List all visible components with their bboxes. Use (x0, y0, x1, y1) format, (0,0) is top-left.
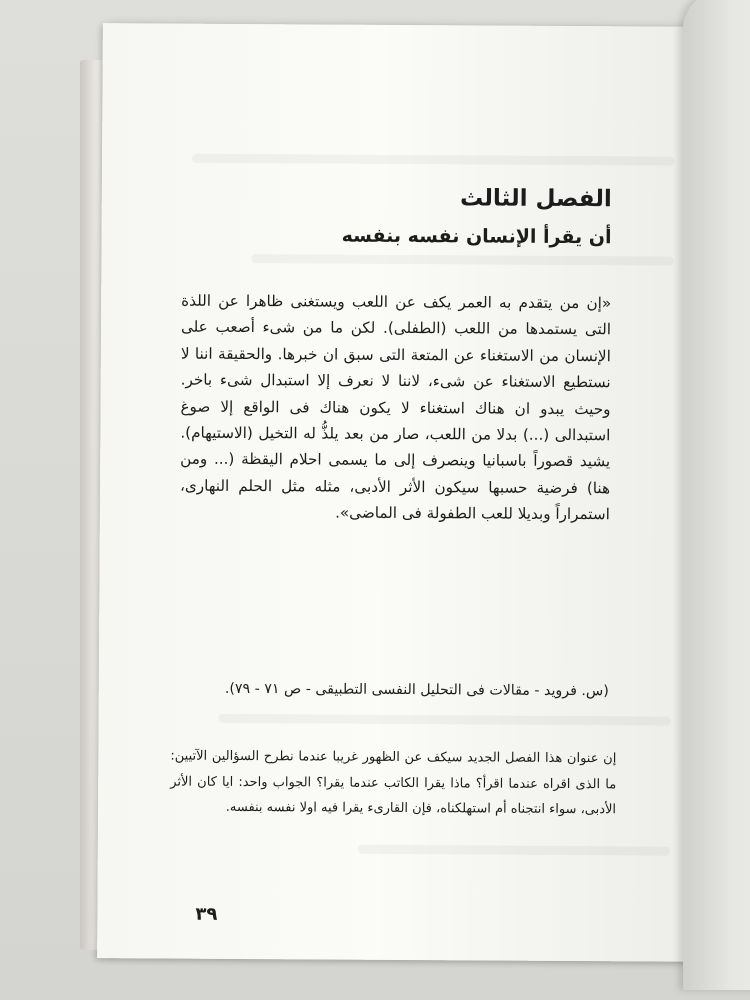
body-paragraph: إن عنوان هذا الفصل الجديد سيكف عن الظهور غريبا عندما نطرح السؤالين الآتيين: ما الذى اقراه عندما اقرأ؟ ماذا يقرا الكاتب عندما يقرا؟ الجواب واحد: ايا كان الأثر الأدبى، سواء انتجناه أم استهلكناه، فإن القارىء يقرا فيه اولا نفسه بنفسه. (170, 748, 617, 818)
bleed-through-line (358, 845, 670, 856)
page-number: ٣٩ (195, 903, 218, 925)
bleed-through-line (251, 254, 673, 266)
chapter-title: الفصل الثالث (459, 185, 612, 213)
quote-citation: (س. فرويد - مقالات فى التحليل النفسى التطبيقى - ص ٧١ - ٧٩). (224, 680, 609, 700)
freud-quote: «إن من يتقدم به العمر يكف عن اللعب ويستغنى ظاهرا عن اللذة التى يستمدها من اللعب (الطفلى). لكن ما من شىء أصعب على الإنسان من الاستغناء عن المتعة التى سبق ان خبرها. والحقيقة اننا لا نستطيع الاستغناء عن شىء، لاننا لا نعرف إلا استبدال شىء باخر. وحيث يبدو ان هناك استغناء لا يكون هناك فى الواقع إلا صوغ استبدالى (...) بدلا من اللعب، صار من بعد يلذُّ له التخيل (الاستيهام). يشيد قصوراً باسبانيا وينصرف إلى ما يسمى احلام اليقظة (... ومن هنا) فرضية حسبها سيكون الأثر الأدبى، مثله مثل الحلم النهارى، استمراراً وبديلا للعب الطفولة فى الماضى». (179, 291, 612, 524)
facing-page-edge (683, 0, 750, 990)
bleed-through-line (192, 154, 674, 166)
chapter-subtitle: أن يقرأ الإنسان نفسه بنفسه (341, 224, 612, 249)
book-page (97, 23, 715, 962)
bleed-through-line (219, 714, 671, 726)
